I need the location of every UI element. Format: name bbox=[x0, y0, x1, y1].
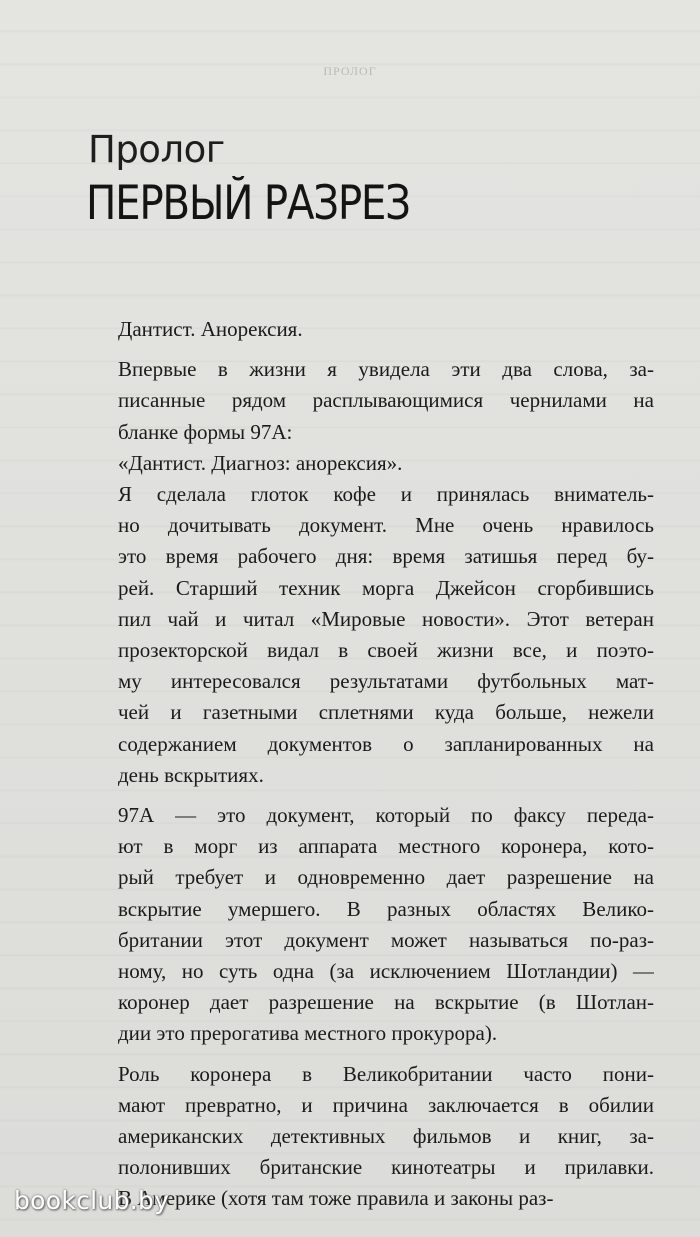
text-line: Впервые в жизни я увидела эти два слова, за- bbox=[118, 357, 654, 382]
text-line: вскрытие умершего. В разных областях Велико- bbox=[118, 896, 654, 921]
text-line: му интересовался результатами футбольных мат- bbox=[118, 669, 654, 694]
paragraph bbox=[118, 1059, 654, 1215]
text-line: бланке формы 97А: bbox=[118, 419, 293, 444]
text-line: содержанием документов о запланированных на bbox=[118, 731, 654, 756]
text-line: рей. Старший техник морга Джейсон сгорбившись bbox=[118, 575, 654, 600]
text-line: день вскрытиях. bbox=[118, 762, 264, 787]
paragraph bbox=[118, 479, 654, 791]
text-line: дии это прерогатива местного прокурора). bbox=[118, 1021, 498, 1046]
text-line: «Дантист. Диагноз: анорексия». bbox=[118, 450, 403, 475]
text-line: Я сделала глоток кофе и принялась вниматель- bbox=[118, 482, 654, 507]
text-line: но дочитывать документ. Мне очень нравилось bbox=[118, 513, 654, 538]
text-line: полонивших британские кинотеатры и прилавки. bbox=[118, 1155, 654, 1180]
paragraph bbox=[118, 314, 654, 345]
text-line: чей и газетными сплетнями куда больше, нежели bbox=[118, 700, 654, 725]
text-line: ют в морг из аппарата местного коронера, кото- bbox=[118, 834, 654, 859]
running-head: ПРОЛОГ bbox=[323, 64, 377, 78]
text-line: пил чай и читал «Мировые новости». Этот ветеран bbox=[118, 606, 654, 631]
body-text bbox=[118, 314, 654, 1215]
text-line: В Америке (хотя там тоже правила и законы раз- bbox=[118, 1186, 554, 1211]
text-line: прозекторской видал в своей жизни все, и поэто- bbox=[118, 638, 654, 663]
text-line: писанные рядом расплывающимися чернилами на bbox=[118, 388, 654, 413]
paragraph bbox=[118, 448, 654, 479]
text-line: Дантист. Анорексия. bbox=[118, 317, 303, 341]
prolog-label: Пролог bbox=[88, 128, 225, 171]
chapter-title: ПЕРВЫЙ РАЗРЕЗ bbox=[86, 176, 410, 231]
text-line: британии этот документ может называться по-раз- bbox=[118, 927, 654, 952]
text-line: американских детективных фильмов и книг, за- bbox=[118, 1124, 654, 1149]
text-line: мают превратно, и причина заключается в обилии bbox=[118, 1092, 654, 1117]
paragraph bbox=[118, 354, 654, 448]
watermark: bookclub.by bbox=[14, 1186, 170, 1215]
text-line: Роль коронера в Великобритании часто пони- bbox=[118, 1061, 654, 1086]
paragraph bbox=[118, 800, 654, 1050]
text-line: 97А — это документ, который по факсу переда- bbox=[118, 803, 654, 828]
text-line: коронер дает разрешение на вскрытие (в Шотлан- bbox=[118, 990, 654, 1015]
text-line: ному, но суть одна (за исключением Шотландии) — bbox=[118, 959, 654, 984]
text-line: рый требует и одновременно дает разрешение на bbox=[118, 865, 654, 890]
text-line: это время рабочего дня: время затишья перед бу- bbox=[118, 544, 654, 569]
